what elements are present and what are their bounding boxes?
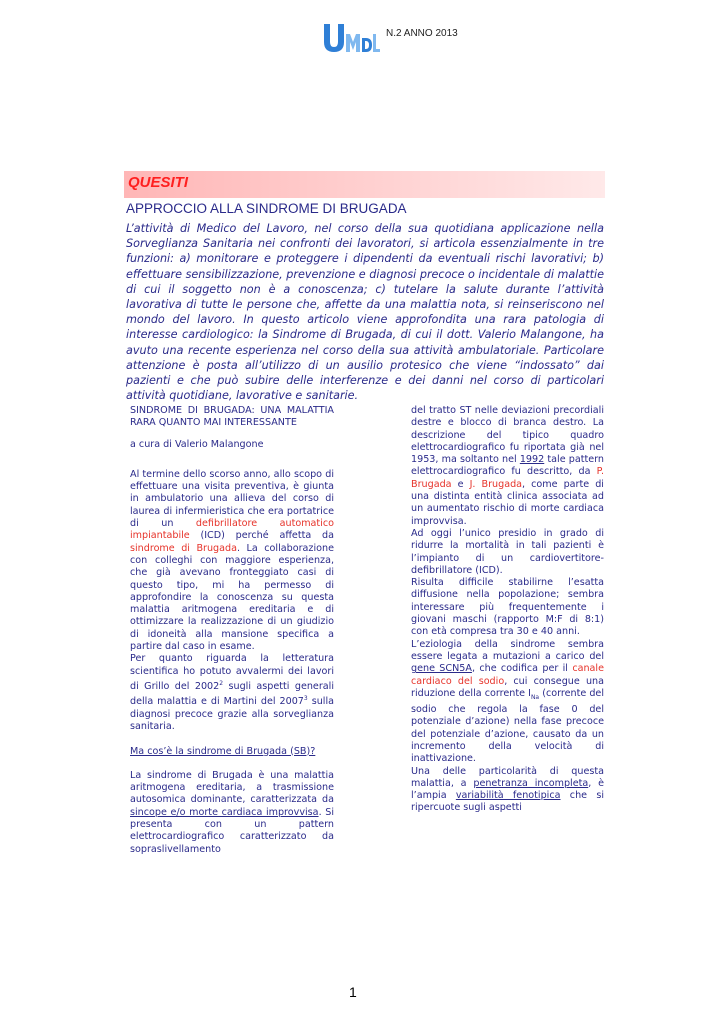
page-number: 1	[349, 984, 357, 1000]
underlined-term: sincope e/o morte cardiaca improvvisa	[130, 806, 319, 818]
paragraph: del tratto ST nelle deviazioni precordiali destre e blocco di branca destro. La descrizione del tipico quadro elettrocardiografico fu riportata già nel 1953, ma soltanto nel 1992 tale pattern elettrocardiografico fu descritto, da P. Brugada e J. Brugada, come parte di una distinta entità clinica associata ad un aumentato rischio di morte cardiaca improvvisa.	[411, 405, 605, 527]
paragraph: L’eziologia della sindrome sembra essere legata a mutazioni a carico del gene SCN5A, che codifica per il canale cardiaco del sodio, cui consegue una riduzione della corrente $I_{Na}$ (corrente del sodio che regola la fase 0 del potenziale d’azione) nella fase precoce del potenziale d’azione, causato da un incremento della velocità di inattivazione.	[411, 638, 604, 765]
highlight-term: J. Brugada	[469, 478, 523, 490]
byline: a cura di Valerio Malangone	[130, 438, 264, 450]
article-title: APPROCCIO ALLA SINDROME DI BRUGADA	[126, 201, 407, 216]
highlight-term: defibrillatore automatico impiantabile	[130, 518, 334, 542]
section-label: QUESITI	[128, 174, 189, 191]
paragraph: Ad oggi l’unico presidio in grado di ridurre la mortalità in tali pazienti è l’impianto di un cardiovertitore-defibrillatore (ICD).	[411, 527, 604, 576]
highlight-term: canale cardiaco del sodio	[411, 663, 604, 687]
section-subtitle: SINDROME DI BRUGADA: UNA MALATTIA RARA QUANTO MAI INTERESSANTE	[130, 405, 334, 429]
article-intro: L’attività di Medico del Lavoro, nel corso della sua quotidiana applicazione nella Sorveglianza Sanitaria nei confronti dei lavoratori, si articola essenzialmente in tre funzioni: a) monitorare e proteggere i dipendenti da eventuali rischi lavorativi; b) effettuare sensibilizzazione, prevenzione e diagnosi precoce o incidentale di malattie di cui il soggetto non è a conoscenza; c) tutelare la salute durante l’attività lavorativa di tutte le persone che, affette da una malattia nota, si reinseriscono nel mondo del lavoro. In questo articolo viene approfondita una rara patologia di interesse cardiologico: la Sindrome di Brugada, di cui il dott. Valerio Malangone, ha avuto una recente esperienza nel corso della sua attività ambulatoriale. Particolare attenzione è posta all’utilizzo di un ausilio protesico che viene “indossato” dai pazienti e che può subire delle interferenze e dei danni nel corso di particolari attività quotidiane, lavorative e sanitarie.	[126, 222, 604, 403]
underlined-term: penetranza incompleta	[473, 777, 589, 789]
question-heading: Ma cos’è la sindrome di Brugada (SB)?	[130, 745, 316, 757]
paragraph: Per quanto riguarda la letteratura scientifica ho potuto avvalermi dei lavori di Grillo del 2002$^2$ sugli aspetti generali della malattia e di Martini del 2007$^3$ sulla diagnosi precoce grazie alla sorveglianza sanitaria.	[130, 653, 334, 733]
paragraph: Una delle particolarità di questa malattia, a penetranza incompleta, è l’ampia variabilità fenotipica che si ripercuote sugli aspetti	[411, 765, 605, 814]
column-left	[130, 405, 334, 856]
highlight-term: P. Brugada	[411, 466, 604, 490]
underlined-term: variabilità fenotipica	[455, 790, 561, 802]
highlight-term: sindrome di Brugada	[130, 542, 237, 554]
issue-label: N.2 ANNO 2013	[386, 28, 458, 39]
underlined-term: 1992	[519, 454, 545, 466]
column-right	[411, 405, 604, 815]
section-banner	[124, 171, 605, 198]
umdl-logo	[320, 20, 380, 54]
paragraph: La sindrome di Brugada è una malattia aritmogena ereditaria, a trasmissione autosomica dominante, caratterizzata da sincope e/o morte cardiaca improvvisa. Si presenta con un pattern elettrocardiografico caratterizzato da sopraslivellamento	[130, 769, 334, 855]
paragraph: Risulta difficile stabilirne l’esatta diffusione nella popolazione; sembra interessare più frequentemente i giovani maschi (rapporto M:F di 8:1) con età compresa tra 30 e 40 anni.	[411, 577, 604, 638]
paragraph: Al termine dello scorso anno, allo scopo di effettuare una visita preventiva, è giunta in ambulatorio una allieva del corso di laurea di infermieristica che era portatrice di un defibrillatore automatico impiantabile (ICD) perché affetta da sindrome di Brugada. La collaborazione con colleghi con maggiore esperienza, che già avevano fronteggiato casi di questo tipo, mi ha permesso di approfondire la conoscenza su questa malattia aritmogena ereditaria e di ottimizzare la realizzazione di un giudizio di idoneità alla mansione specifica a partire dal caso in esame.	[130, 468, 334, 653]
underlined-term: gene SCN5A	[411, 663, 472, 675]
